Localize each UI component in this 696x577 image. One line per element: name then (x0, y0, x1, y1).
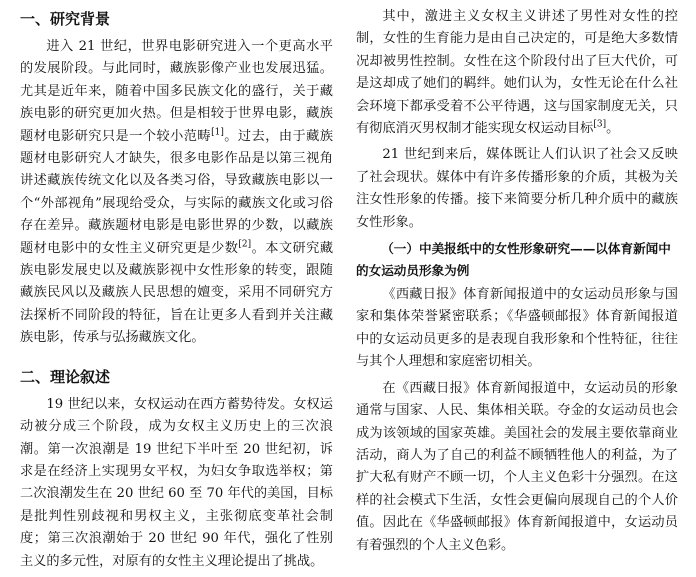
subsection-heading: （一）中美报纸中的女性形象研究——以体育新闻中的女运动员形象为例 (356, 241, 671, 279)
paragraph-text: 其中，激进主义女权主义讲述了男性对女性的控制，女性的生育能力是由自己决定的，可是绝大多数情况却被男性控制。女性在这个阶段付出了巨大代价，可是这却成了她们的羁绊。她们认为，女性无论在什么社会环境下都承受着不公平待遇，这与国家制度无关，只有彻底消灭男权制才能实现女权运动目标 (356, 9, 678, 137)
paragraph-research-background (20, 36, 333, 350)
paragraph-radical-feminism (356, 6, 678, 140)
paragraph-tibet-daily: 在《西藏日报》体育新闻报道中，女运动员的形象通常与国家、人民、集体相关联。夺金的女运动员也会成为该领域的国家英雄。美国社会的发展主要依靠商业活动，商人为了自己的利益不顾牺牲他人的利益，为了扩大私有财产不顾一切，个人主义色彩十分强烈。在这样的社会模式下生活，女性会更偏向展现自己的个人价值。因此在《华盛顿邮报》体育新闻报道中，女运动员有着强烈的个人主义色彩。 (356, 380, 678, 553)
paragraph-text: 。过去，由于藏族题材电影研究人才缺失，很多电影作品是以第三视角讲述藏族传统文化以及各类习俗，导致藏族电影以一个“外部视角”展现给受众，与实际的藏族文化或习俗存在差异。藏族题材电影是电影世界的少数，以藏族题材电影中的女性主义研究更是少数 (20, 128, 334, 256)
citation-ref: [1] (211, 127, 224, 138)
paragraph-text: 。本文研究藏族电影发展史以及藏族影视中女性形象的转变，跟随藏族民风以及藏族人民思想的嬗变，采用不同研究方法探析不同阶段的特征，旨在让更多人看到并关注藏族电影，传承与弘扬藏族文化。 (20, 240, 334, 346)
paragraph-text: 进入 21 世纪，世界电影研究进入一个更高水平的发展阶段。与此同时，藏族影像产业也发展迅猛。尤其是近年来，随着中国多民族文化的盛行，关于藏族电影的研究更加火热。但是相较于世界电影，藏族题材电影研究只是一个较小范畴 (20, 39, 333, 144)
section-heading-theory: 二、理论叙述 (20, 367, 111, 386)
paragraph-feminist-waves: 19 世纪以来，女权运动在西方蓄势待发。女权运动被分成三个阶段，成为女权主义历史上的三次浪潮。第一次浪潮是 19 世纪下半叶至 20 世纪初，诉求是在经济上实现男女平权，为妇女争取选举权；第二次浪潮发生在 20 世纪 60 至 70 年代的美国，目标是批判性别歧视和男权主义，主张彻底变革社会制度；第三次浪潮始于 20 世纪 90 年代，强化了性别主义的多元性，对原有的女性主义理论提出了挑战。 (20, 396, 333, 569)
paragraph-newspaper-comparison: 《西藏日报》体育新闻报道中的女运动员形象与国家和集体荣誉紧密联系；《华盛顿邮报》体育新闻报道中的女运动员更多的是表现自我形象和个性特征，往往与其个人理想和家庭密切相关。 (356, 287, 678, 370)
section-heading-research-background: 一、研究背景 (20, 10, 111, 28)
citation-ref: [3] (593, 119, 607, 130)
citation-ref: [2] (238, 239, 252, 250)
left-column (20, 6, 333, 577)
right-column (356, 6, 678, 561)
paragraph-text: 。 (606, 121, 620, 137)
paragraph-media: 21 世纪到来后，媒体既让人们认识了社会又反映了社会现状。媒体中有许多传播形象的介质，其极为关注女性形象的传播。接下来简要分析几种介质中的藏族女性形象。 (356, 147, 678, 230)
